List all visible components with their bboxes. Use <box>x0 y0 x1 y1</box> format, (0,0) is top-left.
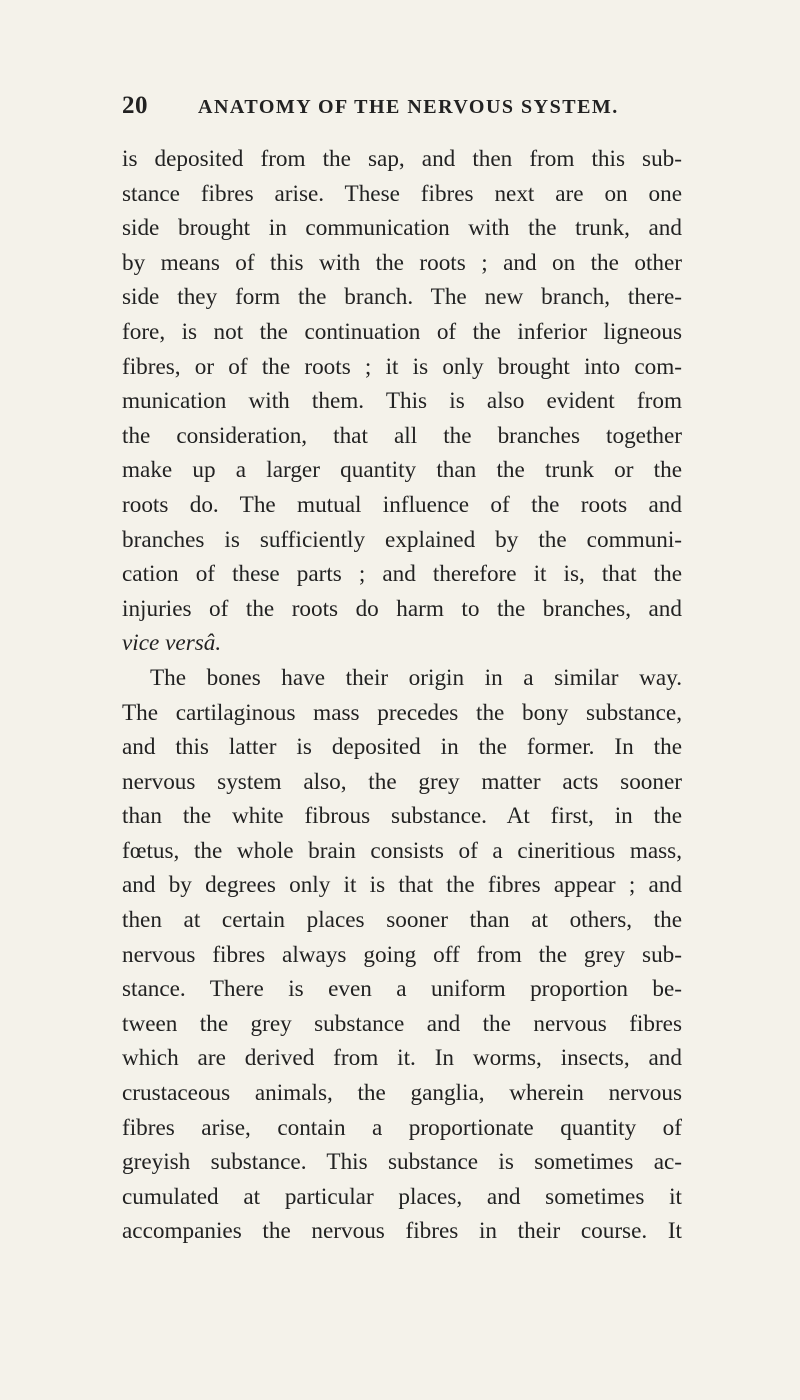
text-line: is deposited from the sap, and then from this sub- <box>122 146 682 172</box>
text-line: The cartilaginous mass precedes the bony substance, <box>122 699 682 726</box>
text-line: which are derived from it. In worms, insects, and <box>122 1045 682 1072</box>
text-line: and this latter is deposited in the former. In the <box>122 734 682 761</box>
text-line: nervous fibres always going off from the grey sub- <box>122 941 682 968</box>
text-line: munication with them. This is also evident from <box>122 388 682 415</box>
text-line: side they form the branch. The new branch, there- <box>122 284 682 311</box>
text-line: nervous system also, the grey matter acts sooner <box>122 768 682 795</box>
text-line: by means of this with the roots ; and on the other <box>122 249 682 276</box>
text-line: cumulated at particular places, and sometimes it <box>122 1183 682 1210</box>
text-line: crustaceous animals, the ganglia, wherein nervous <box>122 1080 682 1107</box>
text-line: branches is sufficiently explained by the communi- <box>122 526 682 553</box>
page-number: 20 <box>122 92 148 119</box>
text-line: make up a larger quantity than the trunk or the <box>122 457 682 484</box>
text-line-italic: vice versâ. <box>122 630 222 657</box>
paragraph-start-line: The bones have their origin in a similar way. <box>150 664 682 691</box>
text-line: fore, is not the continuation of the inferior ligneous <box>122 318 682 345</box>
text-line: injuries of the roots do harm to the branches, and <box>122 595 682 622</box>
running-head: ANATOMY OF THE NERVOUS SYSTEM. <box>198 96 619 118</box>
text-line: fibres arise, contain a proportionate quantity of <box>122 1114 682 1141</box>
text-line: and by degrees only it is that the fibres appear ; and <box>122 872 682 899</box>
text-line: side brought in communication with the trunk, and <box>122 215 682 242</box>
text-line: fœtus, the whole brain consists of a cineritious mass, <box>122 837 682 864</box>
text-line: stance. There is even a uniform proportion be- <box>122 976 682 1003</box>
text-line: tween the grey substance and the nervous fibres <box>122 1010 682 1037</box>
text-line: stance fibres arise. These fibres next are on one <box>122 180 682 207</box>
page-header <box>122 92 682 128</box>
text-line: then at certain places sooner than at others, the <box>122 907 682 934</box>
text-line: cation of these parts ; and therefore it is, that the <box>122 561 682 588</box>
text-line: than the white fibrous substance. At first, in the <box>122 803 682 830</box>
text-line: the consideration, that all the branches together <box>122 422 682 449</box>
body-text <box>122 142 682 1249</box>
text-line: accompanies the nervous fibres in their course. It <box>122 1218 682 1245</box>
text-line: fibres, or of the roots ; it is only brought into com- <box>122 353 682 380</box>
text-line: greyish substance. This substance is sometimes ac- <box>122 1149 682 1176</box>
text-line: roots do. The mutual influence of the roots and <box>122 491 682 518</box>
